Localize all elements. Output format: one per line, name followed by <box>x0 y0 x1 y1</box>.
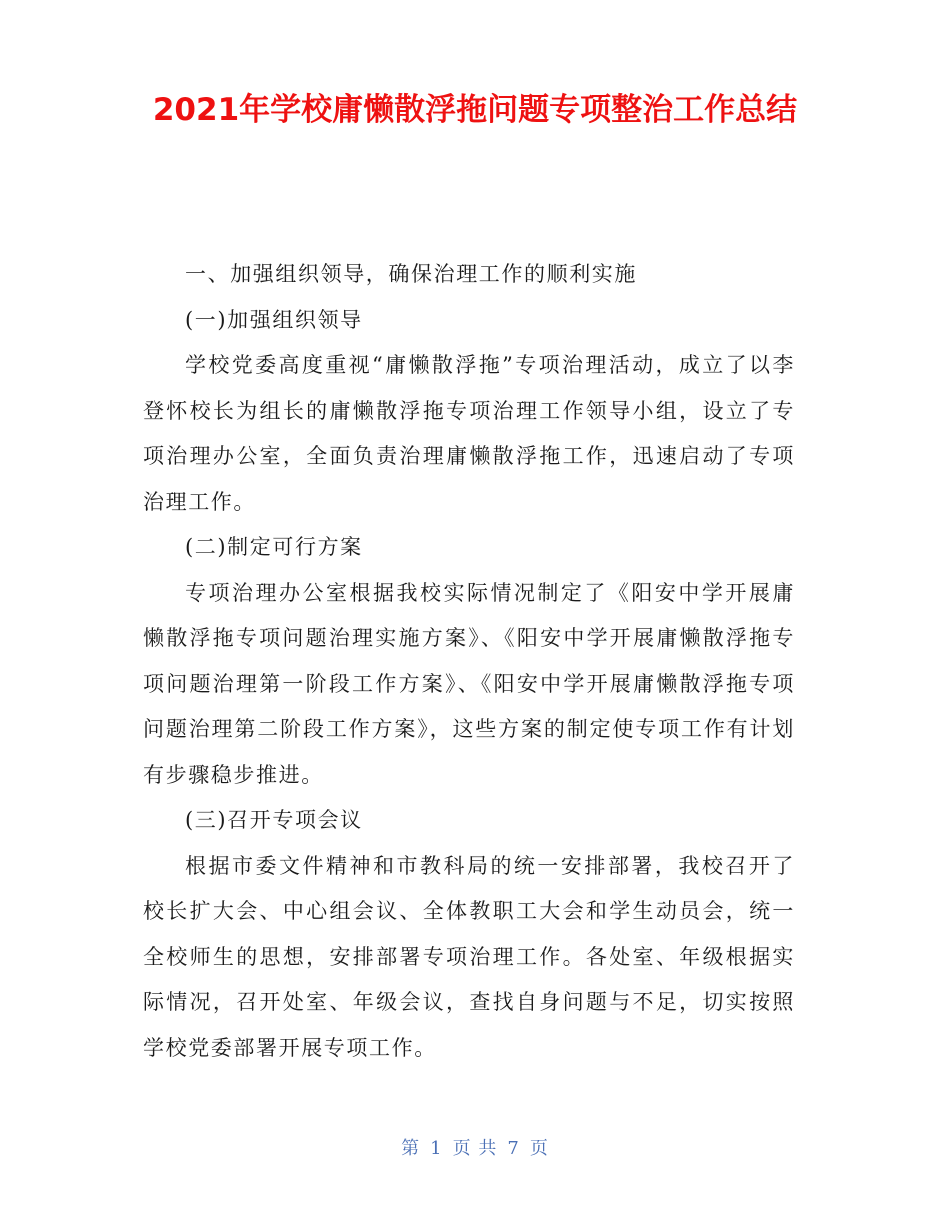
footer-suffix: 页 <box>529 1138 549 1159</box>
total-pages-number: 7 <box>507 1138 520 1159</box>
page-footer <box>0 1134 950 1160</box>
document-title: 2021年学校庸懒散浮拖问题专项整治工作总结 <box>152 92 798 128</box>
subsection-heading: (二)制定可行方案 <box>185 535 363 559</box>
subsection-heading: (三)召开专项会议 <box>185 808 363 832</box>
subsection-heading: (一)加强组织领导 <box>185 307 363 332</box>
body-paragraph: 专项治理办公室根据我校实际情况制定了《阳安中学开展庸懒散浮拖专项问题治理实施方案》、《阳安中学开展庸懒散浮拖专项问题治理第一阶段工作方案》、《阳安中学开展庸懒散浮拖专项问题治理第二阶段工作方案》，这些方案的制定使专项工作有计划有步骤稳步推进。 <box>143 580 795 787</box>
footer-middle: 页 共 <box>452 1138 498 1159</box>
section-heading: 一、加强组织领导，确保治理工作的顺利实施 <box>185 262 637 286</box>
body-paragraph: 根据市委文件精神和市教科局的统一安排部署，我校召开了校长扩大会、中心组会议、全体教职工大会和学生动员会，统一全校师生的思想，安排部署专项治理工作。各处室、年级根据实际情况，召开处室、年级会议，查找自身问题与不足，切实按照学校党委部署开展专项工作。 <box>143 853 795 1060</box>
body-paragraph: 学校党委高度重视“庸懒散浮拖”专项治理活动，成立了以李登怀校长为组长的庸懒散浮拖专项治理工作领导小组，设立了专项治理办公室，全面负责治理庸懒散浮拖工作，迅速启动了专项治理工作。 <box>143 353 795 514</box>
footer-prefix: 第 <box>401 1138 421 1159</box>
document-body <box>143 252 795 1071</box>
current-page-number: 1 <box>430 1138 443 1159</box>
